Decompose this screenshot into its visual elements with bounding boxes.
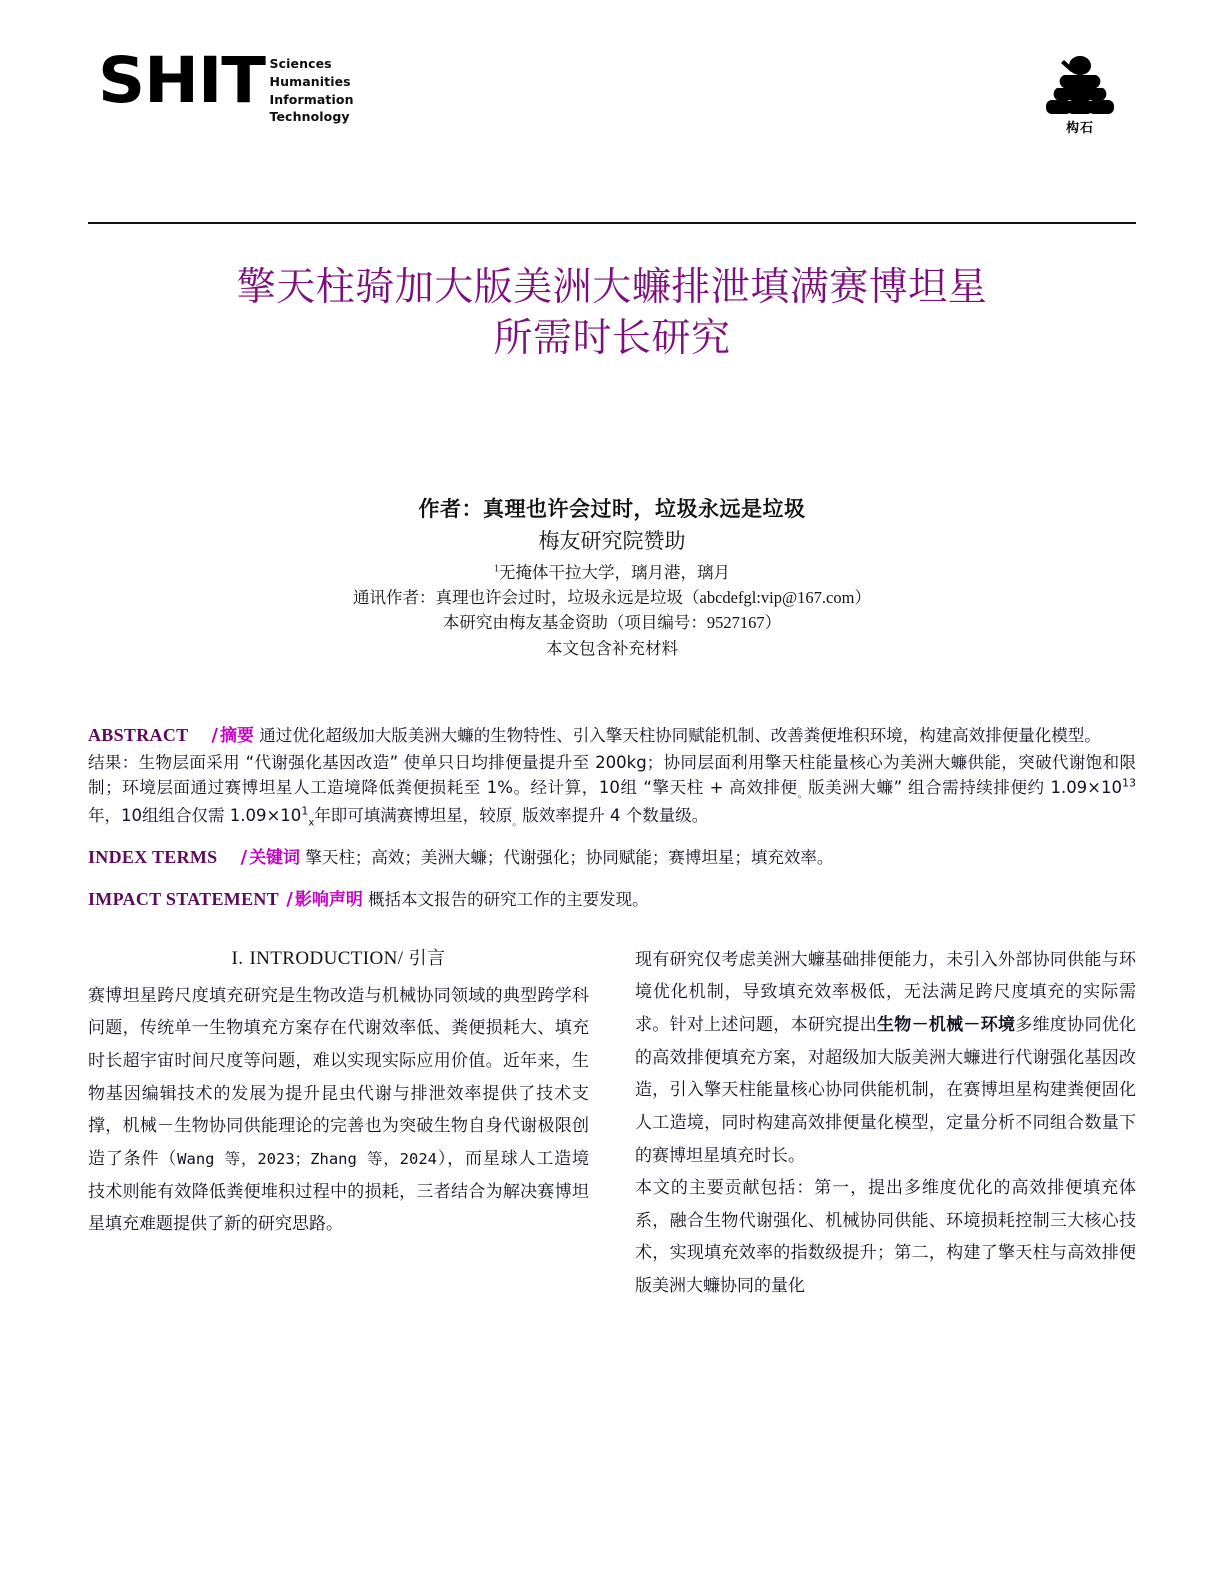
abstract-area (88, 722, 1136, 914)
abstract-block (88, 722, 1136, 830)
right-paragraph-1-part-a: 现有研究仅考虑美洲大蠊基础排便能力，未引入外部协同供能与环境优化机制，导致填充效率极低，无法满足跨尺度填充的实际需求。针对上述问题，本研究提出 (635, 949, 1136, 1036)
impact-statement-paragraph (88, 886, 1136, 914)
left-paragraph-1-part-b: ），而星球人工造境技术则能有效降低粪便堆积过程中的损耗，三者结合为解决赛博坦星填充难题提供了新的研究思路。 (88, 1148, 589, 1235)
abstract-lead-text: 通过优化超级加大版美洲大蠊的生物特性、引入擎天柱协同赋能机制、改善粪便堆积环境，构建高效排便量化模型。 (259, 726, 1101, 746)
abstract-exponent-2: 1 (301, 804, 309, 818)
abstract-label-separator: / (211, 725, 218, 747)
right-paragraph-2: 本文的主要贡献包括：第一，提出多维度优化的高效排便填充体系，融合生物代谢强化、机械协同供能、环境损耗控制三大核心技术，实现填充效率的指数级提升；第二，构建了擎天柱与高效排便版美洲大蠊协同的量化 (635, 1178, 1136, 1297)
expansion-line-sciences: Sciences (269, 56, 332, 71)
affiliation-marker: 1 (494, 563, 499, 575)
abstract-results-part-4: 年即可填满赛博坦星，较原 (314, 805, 513, 825)
abstract-paragraph-results (88, 750, 1136, 830)
index-terms-label-en: INDEX TERMS (88, 847, 218, 868)
masthead (88, 0, 1136, 164)
section-number: I. (231, 947, 244, 969)
funding-note: 本研究由梅友基金资助（项目编号：9527167） (442, 613, 782, 633)
abstract-results-part-5: 版效率提升 4 个数量级。 (522, 805, 709, 825)
column-right (635, 944, 1136, 1303)
section-title-separator: / (397, 947, 404, 969)
affiliation-text: 无掩体干拉大学，璃月港，璃月 (499, 562, 730, 582)
author-affiliation (120, 561, 1104, 584)
left-paragraph-1-part-a: 赛博坦星跨尺度填充研究是生物改造与机械协同领域的典型跨学科问题，传统单一生物填充方案存在代谢效率低、粪便损耗大、填充时长超宇宙时间尺度等问题，难以实现实际应用价值。近年来，生物基因编辑技术的发展为提升昆虫代谢与排泄效率提供了技术支撑，机械－生物协同供能理论的完善也为突破生物自身代谢极限创造了条件（ (88, 985, 589, 1169)
right-paragraph-1-part-b: 多维度协同优化的高效排便填充方案，对超级加大版美洲大蠊进行代谢强化基因改造，引入擎天柱能量核心协同供能机制，在赛博坦星构建粪便固化人工造境，同时构建高效排便量化模型，定量分析不同组合数量下的赛博坦星填充时长。 (635, 1015, 1137, 1166)
expansion-line-technology: Technology (269, 109, 350, 125)
expansion-line-information: Information (269, 91, 354, 107)
abstract-results-part-2: 版美洲大蠊” 组合需持续排便约 1.09×10 (808, 778, 1123, 798)
publisher-logo (1032, 52, 1128, 136)
abstract-results-part-3: 年，10组组合仅需 1.09×10 (88, 805, 302, 825)
section-title-en: INTRODUCTION (249, 947, 398, 969)
index-terms-label-separator: / (240, 847, 248, 869)
stacked-stones-icon (1032, 52, 1128, 116)
title-line-1: 擎天柱骑加大版美洲大蠊排泄填满赛博坦星 (236, 266, 988, 309)
right-paragraph-1-bold-term: 生物－机械－环境 (877, 1015, 1016, 1036)
title-line-2: 所需时长研究 (493, 317, 731, 361)
left-paragraph-1 (88, 980, 589, 1241)
journal-wordmark-expansion (270, 55, 354, 126)
abstract-label-cn: 摘要 (220, 726, 254, 747)
abstract-exponent-1: 13 (1122, 776, 1137, 790)
header-divider (88, 222, 1136, 224)
abstract-results-sub-2: 。 (512, 816, 523, 828)
section-title-cn: 引言 (408, 947, 446, 969)
journal-wordmark: SHIT (98, 44, 265, 117)
abstract-results-part-1: 结果：生物层面采用 “代谢强化基因改造” 使单只日均排便量提升至 200kg；协同层面利用擎天柱能量核心为美洲大蠊供能，突破代谢饱和限制；环境层面通过赛博坦星人工造境降低粪便损耗至 1%。经计算，10组 “擎天柱 + 高效排便 (88, 753, 1136, 798)
left-citation: Wang 等，2023；Zhang 等，2024 (177, 1149, 437, 1168)
author-block (120, 495, 1104, 660)
impact-statement-label-en: IMPACT STATEMENT (88, 888, 279, 909)
abstract-paragraph-lead (88, 722, 1136, 750)
impact-statement-label-separator: / (286, 888, 293, 910)
index-terms-label-cn: 关键词 (249, 848, 301, 869)
impact-statement-block (88, 886, 1136, 914)
abstract-label-en: ABSTRACT (88, 725, 189, 746)
section-heading-introduction (88, 944, 589, 970)
body-columns (88, 944, 1136, 1303)
author-sponsor: 梅友研究院赞助 (538, 528, 686, 553)
index-terms-paragraph (88, 844, 1136, 872)
impact-statement-text: 概括本文报告的研究工作的主要发现。 (368, 889, 649, 909)
index-terms-block (88, 844, 1136, 872)
supplement-note: 本文包含补充材料 (546, 638, 678, 658)
index-terms-text: 擎天柱；高效；美洲大蠊；代谢强化；协同赋能；赛博坦星；填充效率。 (305, 848, 834, 868)
corresponding-author: 通讯作者：真理也许会过时，垃圾永远是垃圾（abcdefgl:vip@167.com） (353, 587, 871, 607)
abstract-exponent-2-sub: x (308, 816, 315, 828)
expansion-line-humanities: Humanities (269, 73, 351, 89)
column-left (88, 944, 589, 1241)
author-names: 作者：真理也许会过时，垃圾永远是垃圾 (418, 496, 806, 521)
publisher-name: 构石 (1065, 121, 1094, 136)
impact-statement-label-cn: 影响声明 (294, 889, 363, 910)
right-paragraph-1 (635, 944, 1136, 1172)
abstract-results-sub-1: 。 (797, 789, 809, 801)
journal-logo (98, 44, 354, 126)
page-title (150, 262, 1074, 365)
